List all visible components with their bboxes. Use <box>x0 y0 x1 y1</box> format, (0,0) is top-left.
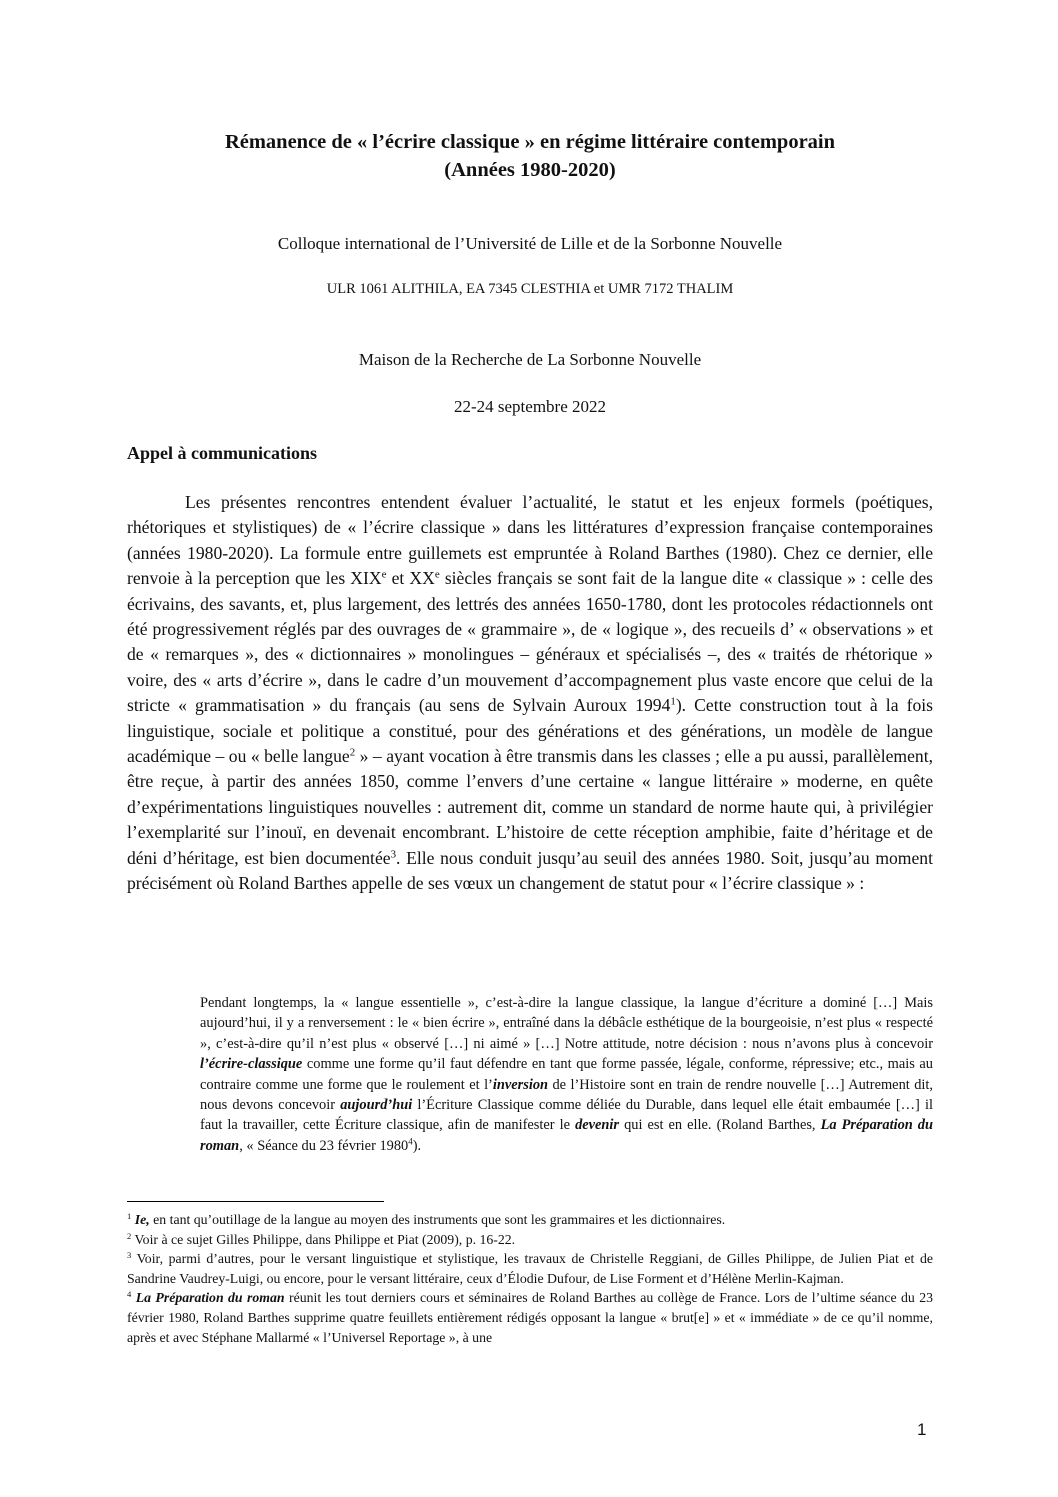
dates-line: 22-24 septembre 2022 <box>453 397 607 416</box>
footnote-ref-2[interactable]: 2 <box>349 746 356 759</box>
footnote-ref-4[interactable]: 4 <box>408 1136 413 1147</box>
title-line-1: Rémanence de « l’écrire classique » en régime littéraire contemporain <box>224 131 836 153</box>
footnotes <box>127 1210 933 1347</box>
document-title <box>120 128 940 184</box>
footnote-4: $^4$ La Préparation du roman réunit les tout derniers cours et séminaires de Roland Barthes au collège de France. Lors de l’ultime séance du 23 février 1980, Roland Barthes supprime quatre feuillets entièrement rédigés opposant la langue « brut[e] » et « immédiate » de ce qu’il nomme, après et avec Stéphane Mallarmé « l’Universel Reportage », à une <box>127 1289 933 1345</box>
footnote-separator <box>127 1201 384 1202</box>
labs-line: ULR 1061 ALITHILA, EA 7345 CLESTHIA et UMR 7172 THALIM <box>326 281 734 297</box>
footnote-2: $^2$ Voir à ce sujet Gilles Philippe, dans Philippe et Piat (2009), p. 16-22. <box>127 1230 516 1247</box>
section-heading: Appel à communications <box>127 443 318 463</box>
body-paragraph: Les présentes rencontres entendent évaluer l’actualité, le statut et les enjeux formels (poétiques, rhétoriques et stylistiques) de « l’écrire classique » dans les littératures d’expression française contemporaines (années 1980-2020). La formule entre guillemets est empruntée à Roland Barthes (1980). Chez ce dernier, elle renvoie à la perception que les XIXe et XXe siècles français se sont fait de la langue dite « classique » : celle des écrivains, des savants, et, plus largement, des lettrés des années 1650-1780, dont les protocoles rédactionnels ont été progressivement réglés par des ouvrages de « grammaire », de « logique », des recueils d’ « observations » et de « remarques », des « dictionnaires » monolingues – généraux et spécialisés –, des « traités de rhétorique » voire, des « arts d’écrire », dans le cadre d’un mouvement d’accompagnement plus vaste encore que celui de la stricte « grammatisation » du français (au sens de Sylvain Auroux 1994$^1$). Cette construction tout à la fois linguistique, sociale et politique a constitué, pour des générations et des générations, un modèle de langue académique – ou « belle langue$^2$ » – ayant vocation à être transmis dans les classes ; elle a pu aussi, parallèlement, être reçue, à partir des années 1850, comme l’envers d’une certaine « langue littéraire » moderne, en quête d’expérimentations linguistiques nouvelles : autrement dit, comme un standard de norme haute qui, à privilégier l’exemplarité sur l’inouï, en devenait encombrant. L’histoire de cette réception amphibie, faite d’héritage et de déni d’héritage, est bien documentée$^3$. Elle nous conduit jusqu’au seuil des années 1980. Soit, jusqu’au moment précisément où Roland Barthes appelle de ses vœux un changement de statut pour « l’écrire classique » : <box>127 492 934 894</box>
footnote-ref-1[interactable]: 1 <box>670 695 676 708</box>
footnote-3: $^3$ Voir, parmi d’autres, pour le versant linguistique et stylistique, les travaux de Christelle Reggiani, de Gilles Philippe, de Julien Piat et de Sandrine Vaudrey-Luigi, ou encore, pour le versant littéraire, ceux d’Élodie Dufour, de Lise Forment et d’Hélène Merlin-Kajman. <box>127 1250 933 1286</box>
page-number: 1 <box>917 1420 927 1439</box>
title-line-2: (Années 1980-2020) <box>444 159 616 181</box>
venue-line: Maison de la Recherche de La Sorbonne Nouvelle <box>358 350 702 369</box>
colloquium-line: Colloque international de l’Université de Lille et de la Sorbonne Nouvelle <box>277 234 783 253</box>
footnote-1: $^1$ Ie, en tant qu’outillage de la langue au moyen des instruments que sont les grammaires et les dictionnaires. <box>127 1210 726 1227</box>
footnote-ref-3[interactable]: 3 <box>390 848 397 861</box>
block-quote: Pendant longtemps, la « langue essentielle », c’est-à-dire la langue classique, la langue d’écriture a dominé […] Mais aujourd’hui, il y a renversement : le « bien écrire », entraîné dans la débâcle esthétique de la bourgeoisie, n’est plus « respecté », c’est-à-dire qu’il n’est plus « observé […] ni aimé » […] Notre attitude, notre décision : nous n’avons plus à concevoir l’écrire-classique comme une forme qu’il faut défendre en tant que forme passée, légale, conforme, répressive; etc., mais au contraire comme une forme que le roulement et l’inversion de l’Histoire sont en train de rendre nouvelle […] Autrement dit, nous devons concevoir aujourd’hui l’Écriture Classique comme déliée du Durable, dans lequel elle était embaumée […] il faut la travailler, cette Écriture classique, afin de manifester le devenir qui est en elle. (Roland Barthes, La Préparation du roman, « Séance du 23 février 1980$^4$). <box>200 995 934 1154</box>
